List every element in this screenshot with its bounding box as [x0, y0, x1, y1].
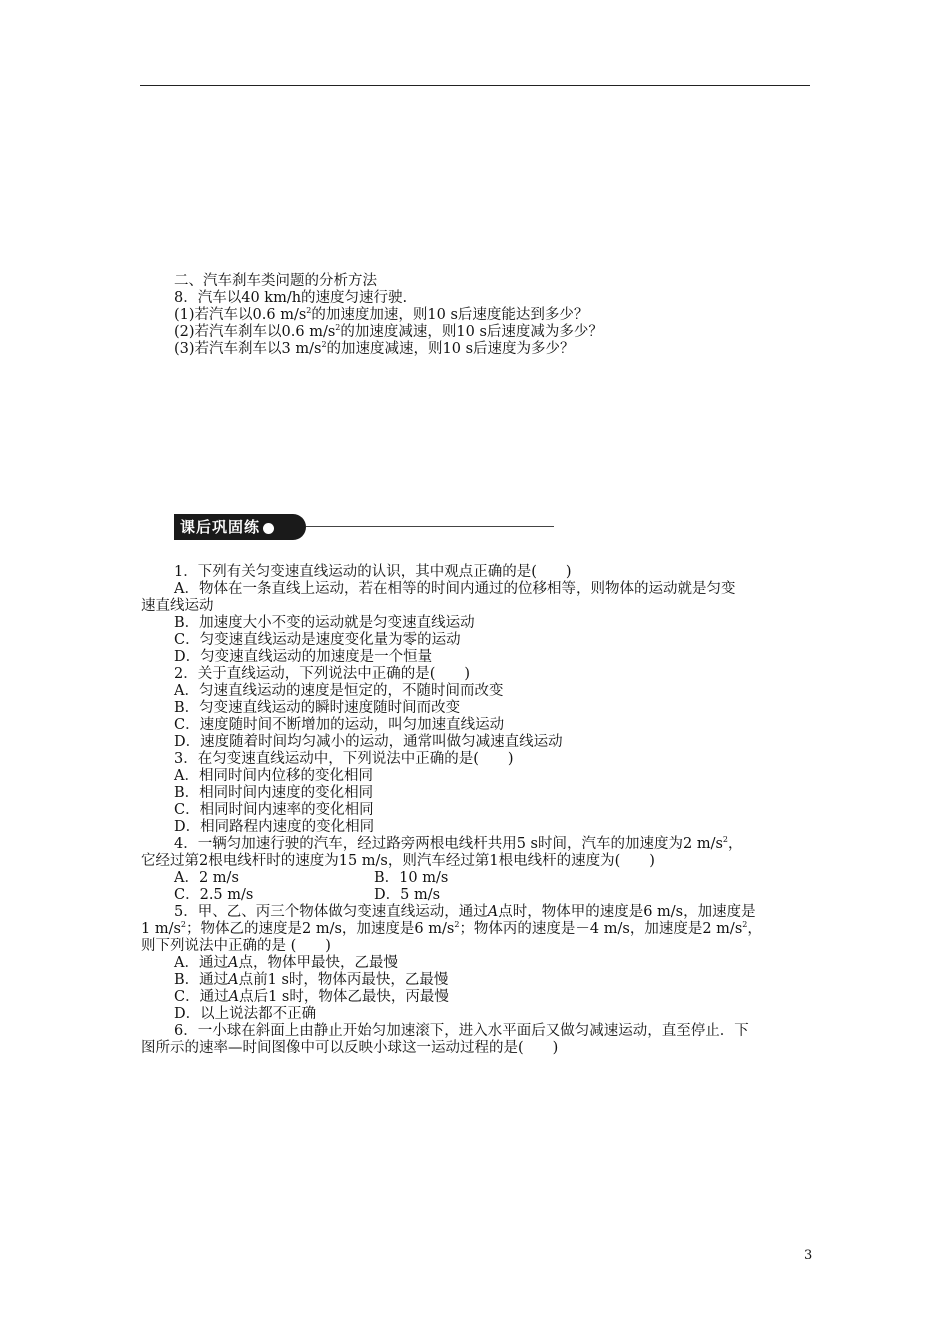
badge-rule [306, 526, 554, 527]
question-3: 3．在匀变速直线运动中，下列说法中正确的是( ) [174, 751, 514, 767]
question-8-part-1: (1)若汽车以0.6 $m/s^2$的加速度加速，则10 s后速度能达到多少？ [174, 306, 589, 323]
question-5-cont-2: 则下列说法中正确的是 ( ) [141, 938, 331, 954]
q5-option-c: C．通过A点后1 s时，物体乙最快，丙最慢 [174, 989, 449, 1005]
question-4-cont: 它经过第2根电线杆时的速度为15 m/s，则汽车经过第1根电线杆的速度为( ) [141, 853, 655, 869]
question-8-part-3: (3)若汽车刹车以3 $m/s^2$的加速度减速，则10 s后速度为多少？ [174, 340, 575, 357]
q4-option-d: D．5 m/s [374, 887, 441, 903]
q2-option-d: D．速度随着时间均匀减小的运动，通常叫做匀减速直线运动 [174, 734, 563, 750]
q5-option-a: A．通过A点，物体甲最快，乙最慢 [174, 955, 398, 971]
q1-option-a: A．物体在一条直线上运动，若在相等的时间内通过的位移相等，则物体的运动就是匀变 [174, 581, 736, 597]
question-5-cont: 1 $m/s^2$；物体乙的速度是2 m/s，加速度是6 $m/s^2$；物体丙的速度是－4 m/s，加速度是2 $m/s^2$， [141, 920, 762, 937]
question-5: 5．甲、乙、丙三个物体做匀变速直线运动，通过A点时，物体甲的速度是6 m/s，加速度是 [174, 904, 756, 920]
q1-option-a-cont: 速直线运动 [141, 598, 214, 614]
q5-option-d: D．以上说法都不正确 [174, 1006, 317, 1022]
q5-option-b: B．通过A点前1 s时，物体丙最快，乙最慢 [174, 972, 449, 988]
question-8-part-2: (2)若汽车刹车以0.6 $m/s^2$的加速度减速，则10 s后速度减为多少？ [174, 323, 603, 340]
question-2: 2．关于直线运动，下列说法中正确的是( ) [174, 666, 471, 682]
q3-option-c: C．相同时间内速率的变化相同 [174, 802, 374, 818]
q3-option-b: B．相同时间内速度的变化相同 [174, 785, 374, 801]
question-6: 6．一小球在斜面上由静止开始匀加速滚下，进入水平面后又做匀减速运动，直至停止．下 [174, 1023, 749, 1039]
q4-option-a: A．2 m/s [174, 870, 239, 886]
q2-option-b: B．匀变速直线运动的瞬时速度随时间而改变 [174, 700, 461, 716]
question-8: 8．汽车以40 km/h的速度匀速行驶. [174, 290, 408, 306]
header-rule [140, 85, 810, 86]
q1-option-d: D．匀变速直线运动的加速度是一个恒量 [174, 649, 433, 665]
question-1: 1．下列有关匀变速直线运动的认识，其中观点正确的是( ) [174, 564, 572, 580]
page-number: 3 [804, 1248, 813, 1263]
question-6-cont: 图所示的速率—时间图像中可以反映小球这一运动过程的是( ) [141, 1040, 559, 1056]
section-heading: 二、汽车刹车类问题的分析方法 [174, 273, 377, 289]
q1-option-b: B．加速度大小不变的运动就是匀变速直线运动 [174, 615, 475, 631]
q2-option-a: A．匀速直线运动的速度是恒定的，不随时间而改变 [174, 683, 504, 699]
q1-option-c: C．匀变速直线运动是速度变化量为零的运动 [174, 632, 461, 648]
q4-option-c: C．2.5 m/s [174, 887, 254, 903]
q3-option-a: A．相同时间内位移的变化相同 [174, 768, 373, 784]
q4-option-b: B．10 m/s [374, 870, 449, 886]
q2-option-c: C．速度随时间不断增加的运动，叫匀加速直线运动 [174, 717, 505, 733]
badge-dot-icon [263, 523, 274, 534]
q3-option-d: D．相同路程内速度的变化相同 [174, 819, 375, 835]
practice-section-badge: 课后巩固练 [174, 514, 306, 540]
question-4: 4．一辆匀加速行驶的汽车，经过路旁两根电线杆共用5 s时间，汽车的加速度为2 $m/s^2$， [174, 835, 743, 852]
